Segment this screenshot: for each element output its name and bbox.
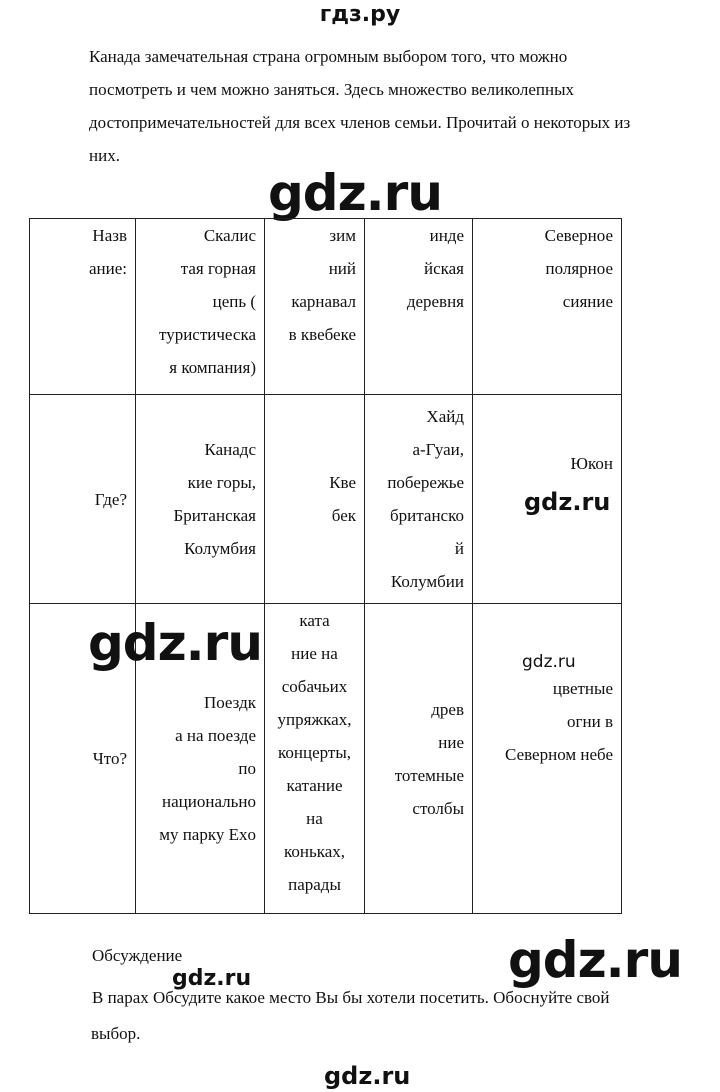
table-cell: Северное полярное сияние — [473, 219, 622, 395]
watermark-row3-left: gdz.ru — [88, 614, 262, 672]
watermark-row3-right: gdz.ru — [522, 652, 576, 672]
watermark-footer: gdz.ru — [324, 1062, 411, 1090]
intro-line: достопримечательностей для всех членов семьи. Прочитай о некоторых из — [89, 113, 631, 132]
table-cell: Поездк а на поезде по национально му парку Exo — [136, 604, 265, 914]
discussion-line-2: выбор. — [91, 1024, 141, 1043]
table-row — [30, 219, 622, 395]
intro-line: Канада замечательная страна огромным выбором того, что можно — [89, 47, 568, 66]
table-cell: цветные огни в Северном небе — [473, 604, 622, 914]
table-cell: Кве бек — [265, 395, 365, 604]
watermark-bottom-small: gdz.ru — [172, 966, 252, 991]
intro-paragraph — [89, 40, 649, 172]
row-label-name: Назв ание: — [30, 219, 136, 395]
table-cell: Скалис тая горная цепь ( туристическа я компания) — [136, 219, 265, 395]
table-cell: Канадс кие горы, Британская Колумбия — [136, 395, 265, 604]
watermark-bottom-big: gdz.ru — [508, 931, 682, 989]
table-cell: Юкон — [473, 395, 622, 604]
table-cell: зим ний карнавал в квебеке — [265, 219, 365, 395]
intro-line: них. — [89, 146, 120, 165]
row-label-where: Где? — [30, 395, 136, 604]
watermark-row2: gdz.ru — [524, 488, 611, 516]
watermark-top: гдз.ру — [319, 2, 401, 27]
discussion-line-1: В парах Обсудите какое место Вы бы хотели посетить. Обоснуйте свой — [92, 988, 610, 1007]
table-cell: древ ние тотемные столбы — [365, 604, 473, 914]
attractions-table — [29, 218, 622, 914]
row-label-what: Что? — [30, 604, 136, 914]
table-cell: Хайд а-Гуаи, побережье британско й Колумбии — [365, 395, 473, 604]
table-cell: ката ние на собачьих упряжках, концерты, катание на коньках, парады — [265, 604, 365, 914]
watermark-above-table: gdz.ru — [268, 164, 442, 222]
intro-line: посмотреть и чем можно заняться. Здесь множество великолепных — [89, 80, 575, 99]
discussion-heading: Обсуждение — [92, 946, 183, 965]
table-cell: инде йская деревня — [365, 219, 473, 395]
